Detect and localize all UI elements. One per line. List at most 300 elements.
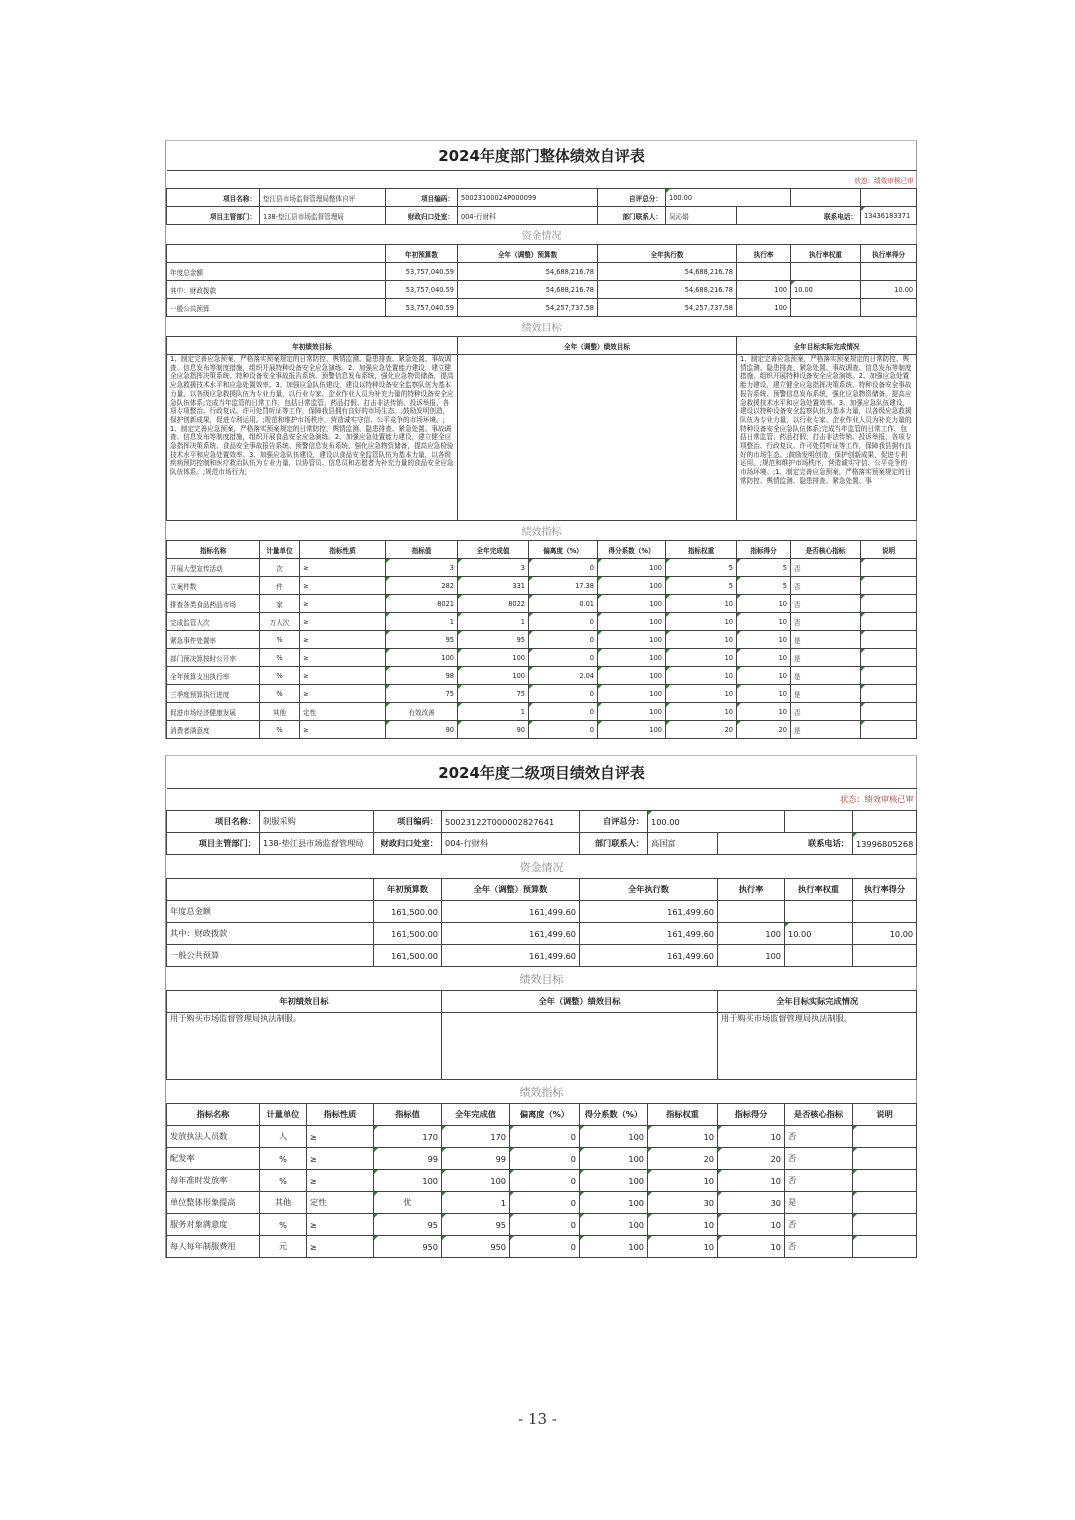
indicator-cell — [861, 577, 917, 595]
indicator-cell: 定性 — [307, 1192, 374, 1214]
indicator-cell: 0 — [529, 685, 598, 703]
indicator-cell: 10 — [737, 703, 791, 721]
indicator-cell: ≥ — [300, 649, 386, 667]
goals-header-cell: 全年目标实际完成情况 — [718, 991, 917, 1013]
funds-section-heading: 资金情况 — [167, 225, 917, 245]
indicator-cell: 0 — [510, 1192, 580, 1214]
funds-value — [861, 263, 917, 281]
funds-value: 100 — [718, 923, 785, 945]
funds-header-cell — [167, 879, 374, 901]
adjusted-goal-text — [458, 355, 737, 521]
funds-value — [853, 945, 917, 967]
funds-value — [718, 901, 785, 923]
indicator-cell: 10 — [666, 595, 737, 613]
indicator-cell: 170 — [374, 1126, 442, 1148]
self-score-label: 自评总分： — [598, 189, 666, 207]
info-row — [167, 207, 917, 225]
info-row — [167, 811, 917, 833]
indicator-cell: 是 — [785, 1192, 853, 1214]
indicator-cell: % — [260, 721, 300, 739]
indicator-cell: 90 — [386, 721, 458, 739]
indicator-cell: 否 — [791, 577, 861, 595]
indicator-cell: 282 — [386, 577, 458, 595]
goals-header-cell: 年初绩效目标 — [167, 337, 458, 355]
indicator-cell: 立案件数 — [167, 577, 260, 595]
indicator-cell: % — [260, 649, 300, 667]
indicator-cell — [853, 1236, 917, 1258]
indicator-cell: 100 — [580, 1148, 648, 1170]
indicator-header-cell: 是否核心指标 — [785, 1104, 853, 1126]
indicator-header-cell: 说明 — [861, 541, 917, 559]
funds-section-heading: 资金情况 — [167, 855, 917, 879]
indicator-cell: 否 — [785, 1148, 853, 1170]
indicator-cell: 0 — [529, 721, 598, 739]
funds-value: 161,500.00 — [374, 923, 442, 945]
funds-row-label: 其中：财政拨款 — [167, 923, 374, 945]
indicator-cell: ≥ — [300, 559, 386, 577]
indicator-cell: 10 — [666, 613, 737, 631]
funds-row — [167, 923, 917, 945]
indicator-cell: 每年准时发放率 — [167, 1170, 260, 1192]
indicator-cell — [861, 721, 917, 739]
funds-value: 161,499.60 — [442, 923, 580, 945]
goals-header-cell: 全年（调整）绩效目标 — [442, 991, 718, 1013]
indicator-cell: 5 — [666, 559, 737, 577]
funds-value: 54,257,737.58 — [598, 299, 737, 317]
funds-header-cell: 全年（调整）预算数 — [458, 245, 598, 263]
indicator-row — [167, 721, 917, 739]
indicator-cell: 1 — [442, 1192, 510, 1214]
indicator-cell: 其他 — [260, 1192, 307, 1214]
indicator-cell: 否 — [785, 1126, 853, 1148]
actual-goal-text: 1、制定完善应急预案，严格落实预案规定的日常防控、舆情监测、隐患排查、紧急处置、事故调查、信息发布等制度措施，组织开展特种设备安全应急演练。2、加强应急处置能力建设，建立健全应急指挥决策系统、特种设备安全事故报告系统、预警信息发布系统，强化应急物资储备，提高应急救援技术水平和应急处置效率。3、加强应急队伍建设，建设以特种设备安全监察队伍为基本力量，以各级应急救援队伍为专业力量，以行业专家、企业作业人员为补充力量的特种设备安全应急队伍体系;完成当年监管的日常工作，包括日常监管、药品打假、打击非法传销、投诉举报、各项专项整治、行政复议、许可处罚听证等工作，保障我县拥有良好的市场生态。;鼓励发明创造，保护创新成果，促进专利运用。;规范和维护市场秩序，营造诚实守信、公平竞争的市场环境。;1、制定完善应急预案，严格落实预案规定的日常防控、舆情监测、隐患排查、紧急处置、事 — [737, 355, 917, 521]
indicator-cell: % — [260, 631, 300, 649]
indicator-cell: 100 — [442, 1170, 510, 1192]
funds-value: 161,500.00 — [374, 945, 442, 967]
indicator-row — [167, 1192, 917, 1214]
indicator-cell: 10 — [737, 613, 791, 631]
indicator-cell: 是 — [791, 649, 861, 667]
indicator-cell: 服务对象满意度 — [167, 1214, 260, 1236]
indicator-cell: % — [260, 1148, 307, 1170]
indicators-section-heading: 绩效指标 — [167, 1080, 917, 1104]
indicator-cell: 20 — [718, 1148, 785, 1170]
indicator-header-row — [167, 541, 917, 559]
indicator-header-cell: 得分系数（%） — [598, 541, 666, 559]
indicator-cell: 95 — [442, 1214, 510, 1236]
funds-header-cell: 全年执行数 — [598, 245, 737, 263]
indicator-cell: 0 — [529, 649, 598, 667]
indicator-cell: ≥ — [300, 595, 386, 613]
indicator-cell: 10 — [718, 1214, 785, 1236]
indicator-cell: 170 — [442, 1126, 510, 1148]
self-score-value: 100.00 — [648, 811, 785, 833]
funds-row-label: 其中：财政拨款 — [167, 281, 386, 299]
department-performance-table — [165, 140, 917, 739]
goals-section-heading: 绩效目标 — [167, 967, 917, 991]
goals-text-row — [167, 355, 917, 521]
funds-header-row — [167, 879, 917, 901]
indicator-cell: 10 — [666, 649, 737, 667]
indicator-header-cell: 指标权重 — [666, 541, 737, 559]
indicator-header-cell: 偏离度（%） — [510, 1104, 580, 1126]
indicator-cell — [853, 1214, 917, 1236]
indicator-cell: 完成监管人次 — [167, 613, 260, 631]
indicator-cell: 10 — [737, 667, 791, 685]
indicator-cell: 100 — [386, 649, 458, 667]
indicator-header-cell: 偏离度（%） — [529, 541, 598, 559]
goals-text-row — [167, 1013, 917, 1080]
indicator-cell: 人 — [260, 1126, 307, 1148]
indicator-cell: 0 — [510, 1126, 580, 1148]
title-row — [167, 141, 917, 171]
indicator-cell — [861, 703, 917, 721]
indicator-cell: 10 — [648, 1236, 718, 1258]
funds-header-cell: 全年（调整）预算数 — [442, 879, 580, 901]
project-name-value: 制服采购 — [260, 811, 374, 833]
goals-section-heading: 绩效目标 — [167, 317, 917, 337]
indicator-cell — [853, 1170, 917, 1192]
indicator-cell: 950 — [442, 1236, 510, 1258]
indicator-cell: 20 — [737, 721, 791, 739]
indicator-cell: 10 — [666, 703, 737, 721]
funds-row — [167, 299, 917, 317]
funds-value — [737, 263, 791, 281]
funds-value: 100 — [718, 945, 785, 967]
phone-label: 联系电话： — [718, 833, 853, 855]
indicator-row — [167, 577, 917, 595]
indicator-header-cell: 指标值 — [374, 1104, 442, 1126]
indicator-row — [167, 1148, 917, 1170]
indicator-cell: 99 — [374, 1148, 442, 1170]
funds-row-label: 年度总金额 — [167, 901, 374, 923]
indicator-cell: 1 — [458, 613, 529, 631]
indicator-row — [167, 1170, 917, 1192]
indicator-cell: 100 — [598, 685, 666, 703]
indicator-header-cell: 指标名称 — [167, 1104, 260, 1126]
indicator-header-cell: 指标权重 — [648, 1104, 718, 1126]
funds-row-label: 一般公共预算 — [167, 299, 386, 317]
indicator-row — [167, 559, 917, 577]
indicator-cell: 单位整体形象提高 — [167, 1192, 260, 1214]
self-score-value: 100.00 — [666, 189, 791, 207]
funds-header-cell: 执行率 — [737, 245, 791, 263]
indicator-cell: 元 — [260, 1236, 307, 1258]
indicator-cell: 100 — [598, 577, 666, 595]
indicators-section-heading: 绩效指标 — [167, 521, 917, 541]
indicator-cell: 10 — [718, 1170, 785, 1192]
indicator-cell: 3 — [386, 559, 458, 577]
indicator-cell: 100 — [374, 1170, 442, 1192]
indicator-cell: ≥ — [300, 667, 386, 685]
dept-value: 138-垫江县市场监督管理局 — [260, 207, 386, 225]
indicator-cell: 95 — [386, 631, 458, 649]
indicator-cell: 10 — [666, 685, 737, 703]
indicator-cell: 否 — [791, 595, 861, 613]
project-code-value: 50023100024P000099 — [458, 189, 598, 207]
goals-header-row — [167, 991, 917, 1013]
indicator-cell — [861, 667, 917, 685]
funds-value: 100 — [737, 281, 791, 299]
contact-value: 吴沁娟 — [666, 207, 737, 225]
funds-value: 53,757,040.59 — [386, 299, 458, 317]
indicator-header-cell: 是否核心指标 — [791, 541, 861, 559]
project-name-value: 垫江县市场监督管理局整体自评 — [260, 189, 386, 207]
empty-cell — [785, 811, 853, 833]
indicator-row — [167, 613, 917, 631]
indicator-cell: 100 — [580, 1170, 648, 1192]
funds-header-cell: 全年执行数 — [580, 879, 718, 901]
project-name-label: 项目名称： — [167, 811, 260, 833]
indicator-header-cell: 指标值 — [386, 541, 458, 559]
indicator-cell: 30 — [718, 1192, 785, 1214]
indicator-cell: 20 — [666, 721, 737, 739]
dept-label: 项目主管部门： — [167, 833, 260, 855]
info-row — [167, 189, 917, 207]
indicator-cell: 0.01 — [529, 595, 598, 613]
indicator-cell: 99 — [442, 1148, 510, 1170]
indicator-cell: 定性 — [300, 703, 386, 721]
indicator-cell: 10 — [648, 1126, 718, 1148]
funds-value: 161,499.60 — [580, 945, 718, 967]
indicator-cell: 100 — [598, 613, 666, 631]
indicator-row — [167, 685, 917, 703]
table-title: 2024年度部门整体绩效自评表 — [167, 141, 917, 171]
indicator-cell: 排查各类食品药品市场 — [167, 595, 260, 613]
phone-value: 13996805268 — [853, 833, 917, 855]
indicator-cell: 10 — [666, 631, 737, 649]
funds-value: 161,500.00 — [374, 901, 442, 923]
indicator-cell: 0 — [510, 1170, 580, 1192]
indicator-cell: 0 — [529, 559, 598, 577]
indicator-cell: 0 — [529, 703, 598, 721]
funds-value: 54,688,216.78 — [458, 281, 598, 299]
funds-value: 161,499.60 — [442, 901, 580, 923]
indicator-header-cell: 计量单位 — [260, 1104, 307, 1126]
indicator-cell: 是 — [791, 721, 861, 739]
indicator-cell: ≥ — [307, 1126, 374, 1148]
funds-row — [167, 901, 917, 923]
indicator-header-cell: 指标性质 — [307, 1104, 374, 1126]
self-score-label: 自评总分： — [580, 811, 648, 833]
initial-goal-text: 1、制定完善应急预案，严格落实预案规定的日常防控、舆情监测、隐患排查、紧急处置、事故调查、信息发布等制度措施，组织开展特种设备安全应急演练。2、加强应急处置能力建设，建立健全应急指挥决策系统、特种设备安全事故报告系统、预警信息发布系统，强化应急物资储备，提高应急救援技术水平和应急处置效率。3、加强应急队伍建设，建设以特种设备安全监察队伍为基本力量，以各级应急救援队伍为专业力量，以行业专家、企业作业人员为补充力量的特种设备安全应急队伍体系;完成当年监管的日常工作，包括日常监管、药品打假、打击非法传销、投诉举报、各项专项整治、行政复议、许可处罚听证等工作，保障我县拥有良好的市场生态。;鼓励发明创造，保护创新成果，促进专利运用。;规范和维护市场秩序，营造诚实守信、公平竞争的市场环境。;1、制定完善应急预案，严格落实预案规定的日常防控、舆情监测、隐患排查、紧急处置、事故调查、信息发布等制度措施，组织开展食品安全应急演练。2、加强应急处置能力建设，建立健全应急指挥决策系统、食品安全事故报告系统、预警信息发布系统，强化应急物资储备，提高应急检验技术水平和应急处置效率。3、加强应急队伍建设，建设以食品安全监管队伍为基本力量，以各级疾病预防控制和医疗救治队伍为专业力量，以协管员、信息员和志愿者为补充力量的食品安全应急队伍体系。;规范市场行为; — [167, 355, 458, 521]
indicator-cell — [861, 613, 917, 631]
indicator-cell: 0 — [510, 1214, 580, 1236]
funds-row-label: 一般公共预算 — [167, 945, 374, 967]
funds-value — [861, 299, 917, 317]
indicator-cell: % — [260, 1170, 307, 1192]
indicator-cell: % — [260, 667, 300, 685]
funds-row — [167, 263, 917, 281]
indicator-row — [167, 1236, 917, 1258]
indicator-cell: 100 — [580, 1126, 648, 1148]
indicator-cell: 家 — [260, 595, 300, 613]
info-row — [167, 833, 917, 855]
indicator-cell: ≥ — [300, 613, 386, 631]
funds-value — [791, 263, 861, 281]
indicator-cell — [853, 1148, 917, 1170]
goals-header-cell: 全年（调整）绩效目标 — [458, 337, 737, 355]
indicator-cell — [853, 1192, 917, 1214]
indicator-header-cell: 得分系数（%） — [580, 1104, 648, 1126]
indicator-cell: 17.38 — [529, 577, 598, 595]
indicator-cell: ≥ — [307, 1236, 374, 1258]
funds-value: 10.00 — [785, 923, 853, 945]
indicator-cell: ≥ — [300, 631, 386, 649]
indicator-cell: 否 — [791, 613, 861, 631]
indicator-row — [167, 667, 917, 685]
funds-header-cell: 执行率权重 — [791, 245, 861, 263]
indicator-cell: 10 — [648, 1170, 718, 1192]
indicator-cell: 是 — [791, 631, 861, 649]
indicator-cell: 100 — [580, 1192, 648, 1214]
indicator-cell: 否 — [785, 1214, 853, 1236]
indicator-cell: 1 — [458, 703, 529, 721]
indicator-cell: 是 — [791, 667, 861, 685]
funds-value: 54,688,216.78 — [598, 281, 737, 299]
indicator-cell: 100 — [598, 667, 666, 685]
indicator-cell: 件 — [260, 577, 300, 595]
indicator-cell: 5 — [737, 559, 791, 577]
funds-row — [167, 945, 917, 967]
indicator-cell: 10 — [666, 667, 737, 685]
funds-header-cell: 执行率得分 — [861, 245, 917, 263]
goals-header-row — [167, 337, 917, 355]
funds-header-cell: 年初预算数 — [374, 879, 442, 901]
indicator-cell: 促进市场经济健康发展 — [167, 703, 260, 721]
indicator-cell: 10 — [737, 631, 791, 649]
indicator-row — [167, 595, 917, 613]
indicator-header-cell: 指标得分 — [718, 1104, 785, 1126]
indicator-cell — [861, 559, 917, 577]
adjusted-goal-text — [442, 1013, 718, 1080]
indicator-row — [167, 649, 917, 667]
indicator-header-cell: 说明 — [853, 1104, 917, 1126]
indicator-cell: 否 — [791, 559, 861, 577]
contact-label: 部门联系人： — [580, 833, 648, 855]
funds-value: 161,499.60 — [580, 901, 718, 923]
indicator-cell: 100 — [598, 595, 666, 613]
indicator-cell: 其他 — [260, 703, 300, 721]
project-code-label: 项目编码： — [374, 811, 442, 833]
indicator-cell: 5 — [666, 577, 737, 595]
funds-value — [785, 901, 853, 923]
table-title: 2024年度二级项目绩效自评表 — [167, 756, 917, 789]
funds-value: 10.00 — [861, 281, 917, 299]
indicator-header-cell: 指标性质 — [300, 541, 386, 559]
indicator-cell: 10 — [737, 595, 791, 613]
indicator-cell: 20 — [648, 1148, 718, 1170]
indicator-cell: 8021 — [386, 595, 458, 613]
indicator-cell: 95 — [458, 631, 529, 649]
empty-cell — [861, 189, 917, 207]
indicator-cell: ≥ — [307, 1170, 374, 1192]
indicator-header-cell: 计量单位 — [260, 541, 300, 559]
funds-value: 54,257,737.58 — [458, 299, 598, 317]
indicator-cell — [853, 1126, 917, 1148]
indicator-cell: 否 — [785, 1236, 853, 1258]
indicator-cell: 否 — [785, 1170, 853, 1192]
indicator-cell: 8022 — [458, 595, 529, 613]
indicator-cell: 100 — [598, 631, 666, 649]
phone-label: 联系电话： — [737, 207, 861, 225]
contact-value: 高国富 — [648, 833, 718, 855]
indicator-cell: 2.04 — [529, 667, 598, 685]
indicator-cell: 75 — [458, 685, 529, 703]
indicator-cell — [861, 649, 917, 667]
indicator-row — [167, 703, 917, 721]
indicator-cell: 0 — [510, 1148, 580, 1170]
status-badge: 状态：绩效审核已审 — [167, 789, 917, 811]
funds-header-cell: 执行率权重 — [785, 879, 853, 901]
status-row — [167, 171, 917, 189]
funds-value: 54,688,216.78 — [598, 263, 737, 281]
contact-label: 部门联系人： — [598, 207, 666, 225]
funds-value — [853, 901, 917, 923]
empty-cell — [791, 189, 861, 207]
indicator-cell: 95 — [374, 1214, 442, 1236]
indicator-cell: 0 — [529, 613, 598, 631]
funds-value: 53,757,040.59 — [386, 263, 458, 281]
status-badge: 状态：绩效审核已审 — [167, 171, 917, 189]
funds-value: 54,688,216.78 — [458, 263, 598, 281]
indicator-cell: 开展大型宣传活动 — [167, 559, 260, 577]
indicator-cell: 30 — [648, 1192, 718, 1214]
indicator-cell: 配发率 — [167, 1148, 260, 1170]
indicator-cell: % — [260, 685, 300, 703]
indicator-cell: 10 — [737, 649, 791, 667]
indicator-cell: 每人每年制服费用 — [167, 1236, 260, 1258]
funds-value: 161,499.60 — [442, 945, 580, 967]
indicator-cell: 是 — [791, 685, 861, 703]
indicator-cell: 优 — [374, 1192, 442, 1214]
indicator-cell: % — [260, 1214, 307, 1236]
indicator-cell: 10 — [648, 1214, 718, 1236]
indicator-cell: ≥ — [300, 685, 386, 703]
indicator-cell: 部门预决算按时公开率 — [167, 649, 260, 667]
indicator-cell: 全年预算支出执行率 — [167, 667, 260, 685]
indicator-cell: 万人次 — [260, 613, 300, 631]
funds-header-cell: 年初预算数 — [386, 245, 458, 263]
project-code-label: 项目编码： — [386, 189, 458, 207]
funds-value: 161,499.60 — [580, 923, 718, 945]
project-performance-table — [165, 755, 917, 1258]
indicator-cell: 发放执法人员数 — [167, 1126, 260, 1148]
indicator-cell: ≥ — [307, 1214, 374, 1236]
indicator-cell — [861, 631, 917, 649]
title-row — [167, 756, 917, 789]
indicator-cell: ≥ — [300, 721, 386, 739]
funds-row — [167, 281, 917, 299]
initial-goal-text: 用于购买市场监督管理局执法制服。 — [167, 1013, 442, 1080]
indicator-cell: 100 — [598, 721, 666, 739]
dept-label: 项目主管部门： — [167, 207, 260, 225]
indicator-cell: 三季度预算执行进度 — [167, 685, 260, 703]
indicator-header-cell: 全年完成值 — [458, 541, 529, 559]
indicator-cell: 100 — [598, 559, 666, 577]
project-code-value: 50023122T000002827641 — [442, 811, 580, 833]
funds-value — [791, 299, 861, 317]
funds-value: 10.00 — [853, 923, 917, 945]
funds-value: 53,757,040.59 — [386, 281, 458, 299]
indicator-header-cell: 指标得分 — [737, 541, 791, 559]
finance-value: 004-行财科 — [458, 207, 598, 225]
finance-label: 财政归口处室： — [386, 207, 458, 225]
page-number: - 13 - — [518, 1410, 557, 1428]
funds-header-cell: 执行率 — [718, 879, 785, 901]
indicator-cell: 10 — [718, 1126, 785, 1148]
indicator-cell: 10 — [718, 1236, 785, 1258]
